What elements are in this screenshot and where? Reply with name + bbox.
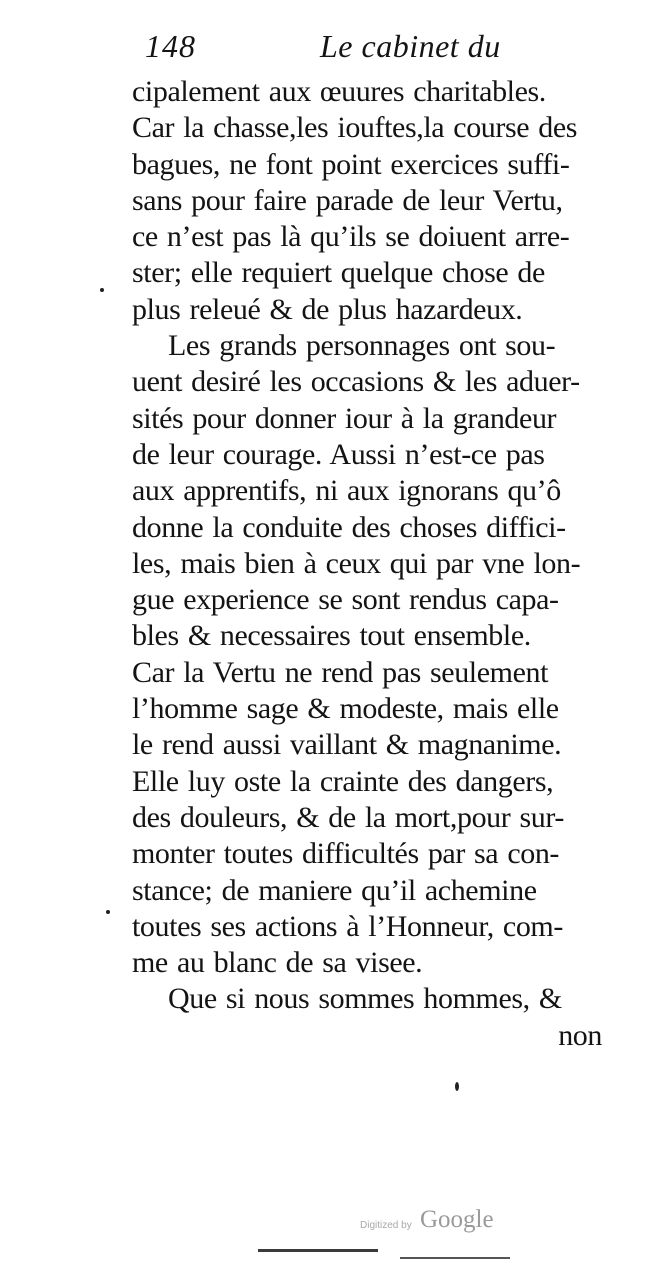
text-line: toutes ses actions à l’Honneur, com- [132, 909, 563, 943]
text-line: les, mais bien à ceux qui par vne lon- [132, 546, 581, 580]
text-line: stance; de maniere qu’il achemine [132, 873, 537, 907]
text-line: bles & necessaires tout ensemble. [132, 619, 531, 653]
text-line: bagues, ne font point exercices suffi- [132, 147, 570, 181]
catchword: non [558, 1018, 602, 1052]
text-line: monter toutes difficultés par sa con- [132, 837, 560, 871]
page-number: 148 [145, 28, 196, 64]
page-header [145, 28, 615, 72]
google-logo: Google [420, 1206, 494, 1233]
running-title: Le cabinet du [320, 28, 501, 64]
paragraph-start-line: Les grands personnages ont sou- [168, 329, 556, 363]
text-line: aux apprentifs, ni aux ignorans qu’ô [132, 474, 561, 508]
scan-artifact-line [400, 1257, 510, 1259]
paragraph-start-line: Que si nous sommes hommes, & [168, 982, 562, 1016]
scan-artifact-line [258, 1249, 378, 1252]
digitized-label: Digitized by [360, 1220, 412, 1231]
digitization-watermark [360, 1208, 560, 1248]
ink-speck [455, 1082, 459, 1091]
ink-speck [100, 288, 104, 292]
text-line: Car la Vertu ne rend pas seulement [132, 655, 549, 689]
ink-speck [106, 910, 110, 914]
text-line: ce n’est pas là qu’ils se doiuent arre- [132, 220, 570, 254]
text-line: Car la chasse,les iouftes,la course des [132, 111, 578, 145]
text-line: plus releué & de plus hazardeux. [132, 292, 523, 326]
text-line: le rend aussi vaillant & magnanime. [132, 728, 562, 762]
text-line: me au blanc de sa visee. [132, 946, 423, 980]
text-line: sités pour donner iour à la grandeur [132, 401, 557, 435]
text-line: ster; elle requiert quelque chose de [132, 256, 545, 290]
text-line: uent desiré les occasions & les aduer- [132, 365, 580, 399]
text-line: sans pour faire parade de leur Vertu, [132, 183, 563, 217]
text-line: Elle luy oste la crainte des dangers, [132, 764, 554, 798]
text-line: de leur courage. Aussi n’est-ce pas [132, 437, 545, 471]
text-line: donne la conduite des choses diffici- [132, 510, 566, 544]
text-line: cipalement aux œuures charitables. [132, 75, 546, 108]
text-line: gue experience se sont rendus capa- [132, 583, 559, 617]
text-line: l’homme sage & modeste, mais elle [132, 692, 559, 726]
body-text [132, 74, 612, 1054]
text-line: des douleurs, & de la mort,pour sur- [132, 800, 564, 834]
